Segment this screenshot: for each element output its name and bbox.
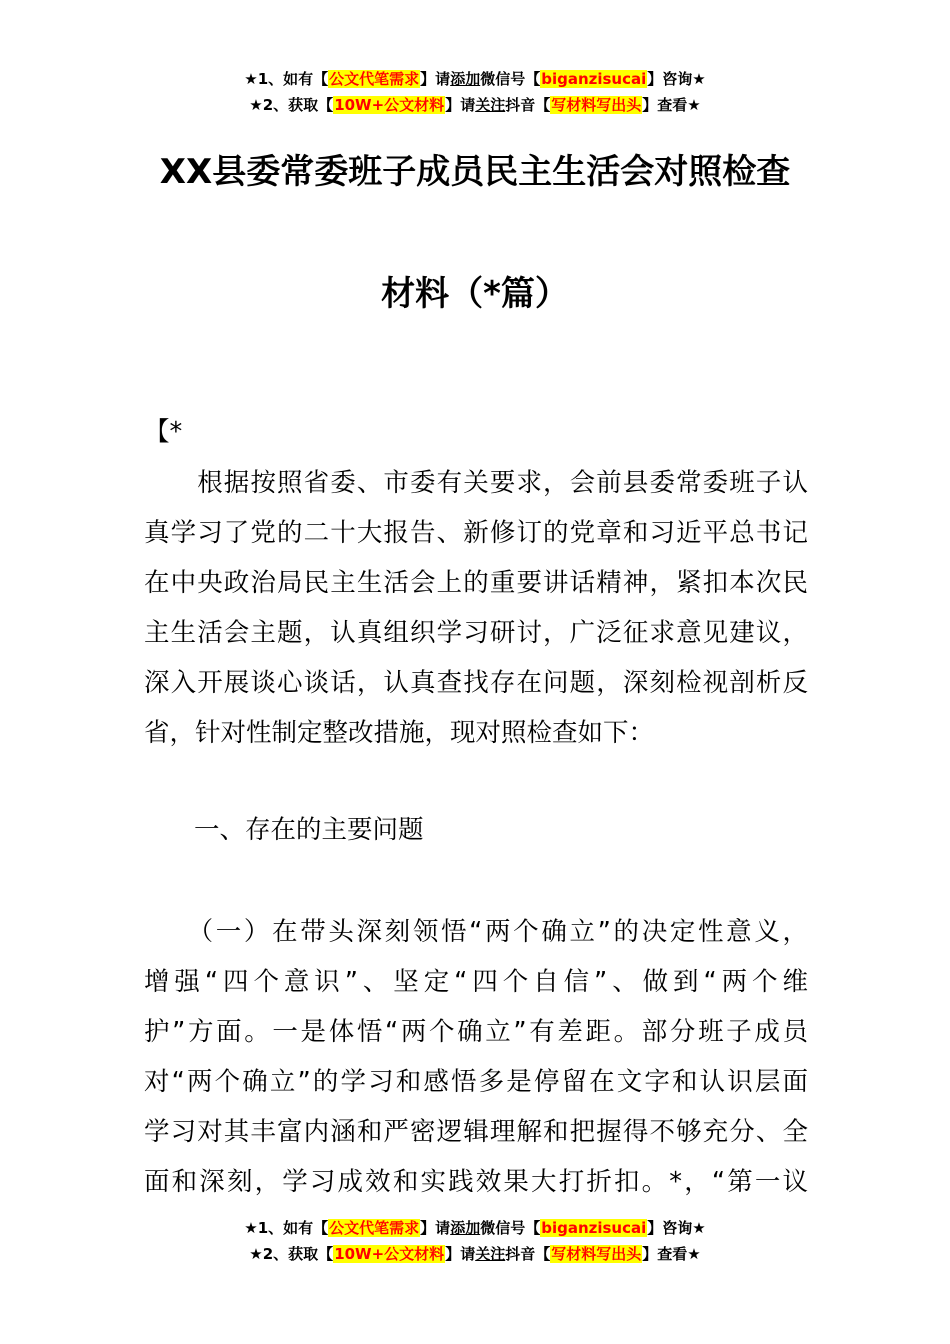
banner-underlined: 添加 (450, 70, 481, 88)
document-title-line-1: XX县委常委班子成员民主生活会对照检查 (159, 152, 791, 192)
banner-text: ★2、获取【 (249, 1245, 334, 1263)
banner-text: 抖音【 (505, 1245, 551, 1263)
banner-highlight: 10W+公文材料 (334, 96, 445, 114)
banner-highlight: 写材料写出头 (551, 96, 642, 114)
banner-underlined: 关注 (475, 1245, 506, 1263)
paragraph-line: 真学习了党的二十大报告、新修订的党章和习近平总书记 (144, 518, 808, 548)
banner-text: ★1、如有【 (244, 1219, 329, 1237)
banner-text: 】请 (445, 1245, 476, 1263)
document-title-line-2: 材料（*篇） (381, 274, 569, 314)
banner-text: 】请 (420, 1219, 451, 1237)
banner-highlight: 10W+公文材料 (334, 1245, 445, 1263)
paragraph-line: 护”方面。一是体悟“两个确立”有差距。部分班子成员 (144, 1017, 808, 1047)
banner-highlight: biganzisucai (541, 1219, 647, 1237)
paragraph-line: 在中央政治局民主生活会上的重要讲话精神，紧扣本次民 (144, 568, 808, 598)
header-banner (0, 66, 950, 118)
intro-paragraph (144, 458, 808, 758)
banner-text: 抖音【 (505, 96, 551, 114)
paragraph-line: 省，针对性制定整改措施，现对照检查如下： (144, 718, 655, 748)
banner-text: 】查看★ (642, 96, 701, 114)
footer-banner (0, 1215, 950, 1267)
banner-line-2 (0, 1241, 950, 1267)
paragraph-line: 面和深刻，学习成效和实践效果大打折扣。*，“第一议 (144, 1167, 808, 1197)
paragraph-line: 根据按照省委、市委有关要求，会前县委常委班子认 (144, 468, 808, 498)
section-heading: 一、存在的主要问题 (194, 815, 424, 845)
paragraph-line: 学习对其丰富内涵和严密逻辑理解和把握得不够充分、全 (144, 1117, 808, 1147)
banner-highlight: biganzisucai (541, 70, 647, 88)
banner-underlined: 关注 (475, 96, 506, 114)
banner-line-1 (0, 66, 950, 92)
banner-text: ★1、如有【 (244, 70, 329, 88)
bracket-marker: 【* (144, 417, 183, 447)
banner-line-2 (0, 92, 950, 118)
banner-highlight: 公文代笔需求 (329, 1219, 420, 1237)
paragraph-line: 主生活会主题，认真组织学习研讨，广泛征求意见建议， (144, 618, 808, 648)
banner-text: 】查看★ (642, 1245, 701, 1263)
banner-text: 微信号【 (480, 1219, 541, 1237)
paragraph-line: 增强“四个意识”、坚定“四个自信”、做到“两个维 (144, 967, 808, 997)
banner-line-1 (0, 1215, 950, 1241)
banner-text: 微信号【 (480, 70, 541, 88)
banner-text: ★2、获取【 (249, 96, 334, 114)
issue-paragraph (144, 907, 808, 1207)
banner-highlight: 写材料写出头 (551, 1245, 642, 1263)
paragraph-line: 对“两个确立”的学习和感悟多是停留在文字和认识层面 (144, 1067, 808, 1097)
banner-text: 】咨询★ (647, 1219, 706, 1237)
paragraph-line: 深入开展谈心谈话，认真查找存在问题，深刻检视剖析反 (144, 668, 808, 698)
paragraph-line: （一）在带头深刻领悟“两个确立”的决定性意义， (144, 917, 808, 947)
banner-text: 】请 (445, 96, 476, 114)
banner-text: 】咨询★ (647, 70, 706, 88)
banner-text: 】请 (420, 70, 451, 88)
banner-highlight: 公文代笔需求 (329, 70, 420, 88)
banner-underlined: 添加 (450, 1219, 481, 1237)
